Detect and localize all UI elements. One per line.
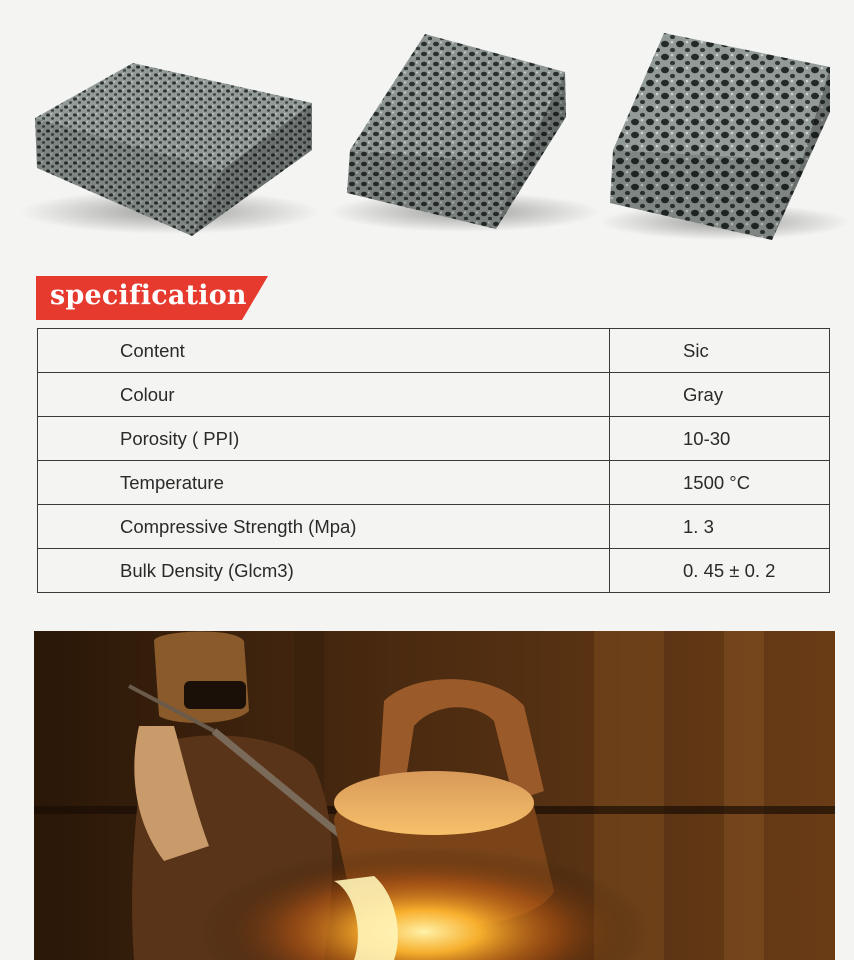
row-value: Sic bbox=[610, 329, 830, 373]
row-value: Gray bbox=[610, 373, 830, 417]
section-banner bbox=[36, 276, 268, 320]
product-image-fine bbox=[20, 63, 320, 236]
product-image-coarse bbox=[600, 33, 850, 240]
row-value: 1. 3 bbox=[610, 505, 830, 549]
table-row bbox=[38, 417, 830, 461]
row-label: Porosity ( PPI) bbox=[38, 417, 610, 461]
row-value: 0. 45 ± 0. 2 bbox=[610, 549, 830, 593]
row-value: 1500 °C bbox=[610, 461, 830, 505]
product-images bbox=[0, 0, 854, 260]
product-image-medium bbox=[330, 34, 600, 232]
row-value: 10-30 bbox=[610, 417, 830, 461]
table-row bbox=[38, 549, 830, 593]
row-label: Colour bbox=[38, 373, 610, 417]
spec-table bbox=[37, 328, 830, 593]
row-label: Content bbox=[38, 329, 610, 373]
table-row bbox=[38, 373, 830, 417]
table-row bbox=[38, 461, 830, 505]
row-label: Compressive Strength (Mpa) bbox=[38, 505, 610, 549]
foundry-photo bbox=[34, 631, 835, 960]
section-title: specification bbox=[50, 280, 247, 311]
table-row bbox=[38, 329, 830, 373]
table-row bbox=[38, 505, 830, 549]
row-label: Bulk Density (Glcm3) bbox=[38, 549, 610, 593]
row-label: Temperature bbox=[38, 461, 610, 505]
